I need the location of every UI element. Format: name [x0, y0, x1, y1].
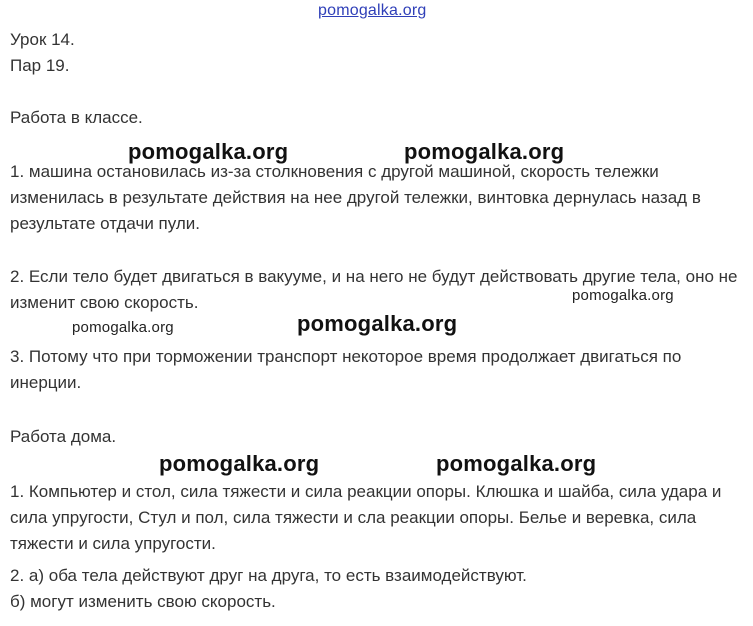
watermark: pomogalka.org [436, 451, 597, 476]
class-work-title: Работа в классе. [10, 108, 143, 127]
class-work-item-1: 1. машина остановилась из-за столкновения с другой машиной, скорость тележки изменилась в результате действия на нее другой тележки, винтовка дернулась назад в результате отдачи пули. [10, 162, 701, 233]
home-work-item-2a: 2. а) оба тела действуют друг на друга, то есть взаимодействуют. [10, 566, 527, 585]
watermark: pomogalka.org [159, 451, 320, 476]
lesson-number: Урок 14. [10, 30, 75, 49]
paragraph-number: Пар 19. [10, 56, 70, 75]
watermark-top: pomogalka.org [318, 2, 427, 19]
class-work-item-2: 2. Если тело будет двигаться в вакууме, и на него не будут действовать другие тела, оно не изменит свою скорость. [10, 267, 738, 312]
home-work-title: Работа дома. [10, 427, 117, 446]
watermark: pomogalka.org [404, 139, 565, 164]
class-work-item-3: 3. Потому что при торможении транспорт некоторое время продолжает двигаться по инерции. [10, 347, 682, 392]
watermark: pomogalka.org [297, 311, 458, 336]
watermark: pomogalka.org [72, 319, 174, 336]
home-work-item-2b: б) могут изменить свою скорость. [10, 592, 276, 611]
home-work-item-1: 1. Компьютер и стол, сила тяжести и сила реакции опоры. Клюшка и шайба, сила удара и сила упругости, Стул и пол, сила тяжести и сла реакции опоры. Белье и веревка, сила тяжести и сила упругости. [10, 482, 722, 553]
watermark: pomogalka.org [128, 139, 289, 164]
watermark: pomogalka.org [572, 287, 674, 304]
